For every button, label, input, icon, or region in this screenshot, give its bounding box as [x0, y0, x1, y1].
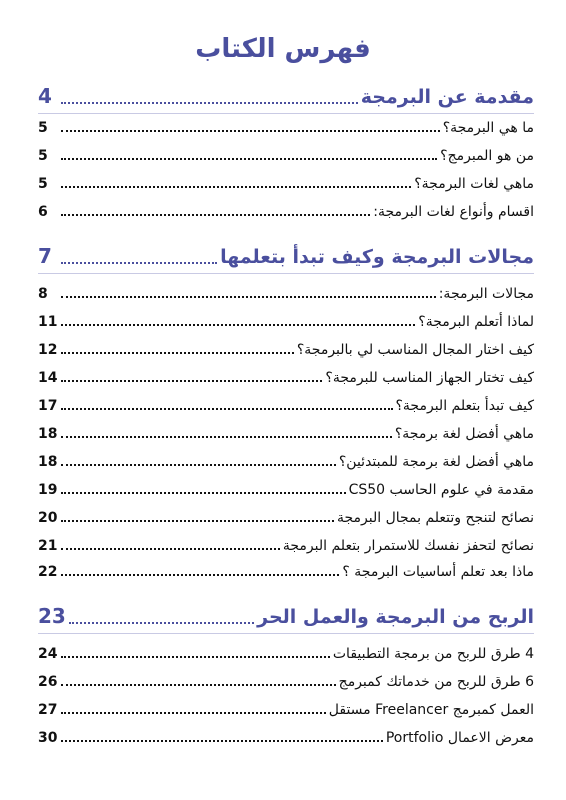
dot-leader: [61, 464, 336, 466]
entry-title: مجالات البرمجة:: [438, 286, 534, 302]
section-page-number: 7: [38, 244, 52, 268]
entry-page-number: 22: [38, 564, 58, 580]
entry-title: ماهي أفضل لغة برمجة؟: [394, 426, 534, 442]
dot-leader: [61, 574, 339, 576]
toc-entry: [38, 674, 534, 690]
page-title: فهرس الكتاب: [195, 34, 371, 64]
section-title: الربح من البرمجة والعمل الحر: [257, 606, 534, 628]
dot-leader: [61, 548, 280, 550]
toc-entry: [38, 510, 534, 526]
entry-title: نصائح لتحفز نفسك للاستمرار بتعلم البرمجة: [282, 538, 534, 554]
dot-leader: [61, 324, 415, 326]
entry-title: كيف اختار المجال المناسب لي بالبرمجة؟: [296, 342, 534, 358]
entry-page-number: 11: [38, 314, 58, 330]
dot-leader: [61, 296, 436, 298]
entry-title: العمل كمبرمج Freelancer مستقل: [328, 702, 534, 718]
dot-leader: [61, 130, 440, 132]
dot-leader: [61, 262, 217, 264]
toc-entry: [38, 342, 534, 358]
section-title: مقدمة عن البرمجة: [360, 86, 534, 108]
entry-page-number: 18: [38, 454, 58, 470]
entry-page-number: 5: [38, 148, 48, 164]
entry-title: كيف تبدأ بتعلم البرمجة؟: [395, 398, 534, 414]
entry-page-number: 19: [38, 482, 58, 498]
entry-page-number: 21: [38, 538, 58, 554]
dot-leader: [61, 492, 346, 494]
toc-entry: [38, 176, 534, 192]
dot-leader: [61, 380, 322, 382]
entry-title: 6 طرق للربح من خدماتك كمبرمج: [338, 674, 534, 690]
dot-leader: [61, 436, 392, 438]
toc-entry: [38, 564, 534, 580]
entry-title: ما هي البرمجة؟: [442, 120, 534, 136]
entry-page-number: 26: [38, 674, 58, 690]
section-page-number: 4: [38, 84, 52, 108]
dot-leader: [61, 712, 326, 714]
dot-leader: [61, 352, 294, 354]
entry-page-number: 18: [38, 426, 58, 442]
toc-entry: [38, 148, 534, 164]
dot-leader: [61, 186, 411, 188]
entry-title: ماهي أفضل لغة برمجة للمبتدئين؟: [338, 454, 534, 470]
entry-page-number: 17: [38, 398, 58, 414]
section-page-number: 23: [38, 604, 66, 628]
entry-title: من هو المبرمج؟: [440, 148, 534, 164]
dot-leader: [61, 656, 330, 658]
entry-title: كيف تختار الجهاز المناسب للبرمجة؟: [325, 370, 534, 386]
entry-title: ماذا بعد تعلم أساسيات البرمجة ؟: [342, 564, 534, 580]
toc-entry: [38, 702, 534, 718]
entry-title: اقسام وأنواع لغات البرمجة:: [373, 204, 534, 220]
toc-entry: [38, 646, 534, 662]
toc-entry: [38, 482, 534, 498]
section-heading-earning: [38, 604, 534, 634]
toc-entry: [38, 454, 534, 470]
dot-leader: [61, 684, 336, 686]
entry-title: ماهي لغات البرمجة؟: [414, 176, 534, 192]
entry-title: لماذا أتعلم البرمجة؟: [418, 314, 534, 330]
dot-leader: [61, 158, 437, 160]
dot-leader: [61, 102, 358, 104]
section-heading-intro: [38, 84, 534, 114]
entry-page-number: 5: [38, 120, 48, 136]
toc-entry: [38, 314, 534, 330]
entry-page-number: 5: [38, 176, 48, 192]
toc-entry: [38, 538, 534, 554]
entry-page-number: 27: [38, 702, 58, 718]
entry-page-number: 24: [38, 646, 58, 662]
dot-leader: [61, 214, 370, 216]
dot-leader: [61, 740, 383, 742]
entry-title: نصائح لتنجح وتتعلم بمجال البرمجة: [336, 510, 534, 526]
dot-leader: [61, 408, 393, 410]
entry-page-number: 30: [38, 730, 58, 746]
entry-title: معرض الاعمال Portfolio: [385, 730, 534, 746]
toc-entry: [38, 286, 534, 302]
toc-entry: [38, 120, 534, 136]
entry-title: مقدمة في علوم الحاسب CS50: [348, 482, 534, 498]
section-title: مجالات البرمجة وكيف تبدأ بتعلمها: [220, 246, 534, 268]
entry-title: 4 طرق للربح من برمجة التطبيقات: [332, 646, 534, 662]
dot-leader: [69, 622, 254, 624]
entry-page-number: 14: [38, 370, 58, 386]
entry-page-number: 8: [38, 286, 48, 302]
dot-leader: [61, 520, 334, 522]
toc-entry: [38, 426, 534, 442]
entry-page-number: 12: [38, 342, 58, 358]
entry-page-number: 6: [38, 204, 48, 220]
toc-entry: [38, 398, 534, 414]
entry-page-number: 20: [38, 510, 58, 526]
toc-entry: [38, 730, 534, 746]
toc-entry: [38, 204, 534, 220]
toc-entry: [38, 370, 534, 386]
section-heading-fields: [38, 244, 534, 274]
